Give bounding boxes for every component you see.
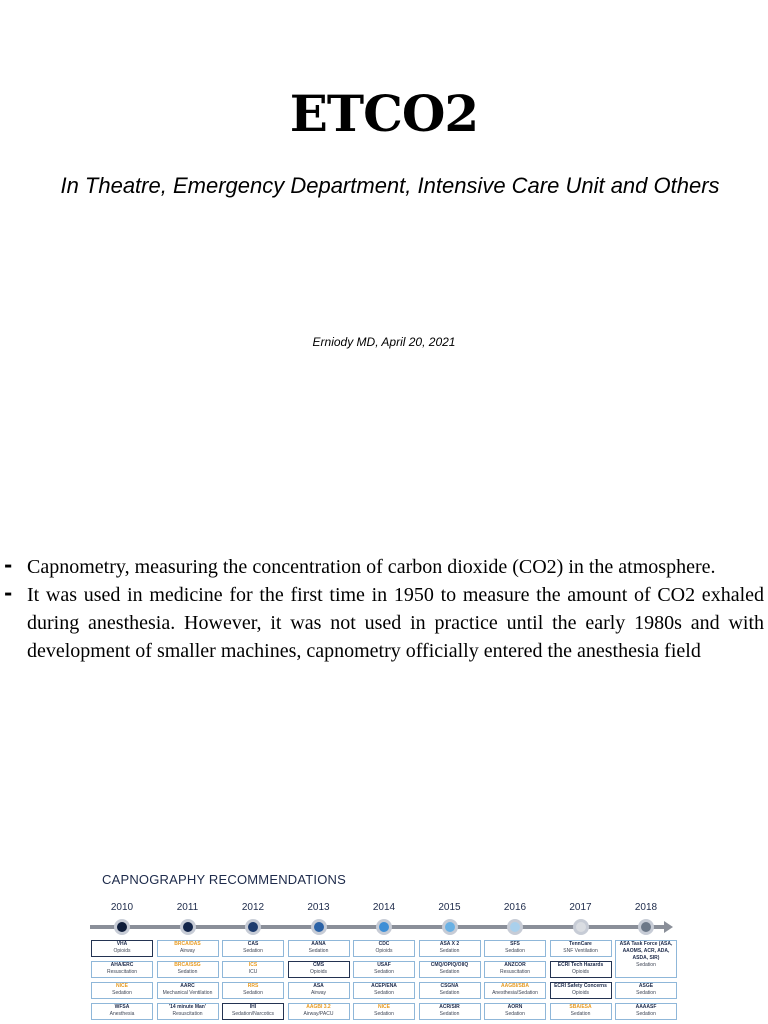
year-marker-dot [507,919,523,935]
year-labels [90,902,678,914]
recommendation-card [484,1003,546,1020]
year-marker-dot [245,919,261,935]
card-organization: AANA [311,941,326,947]
year-marker-dot [180,919,196,935]
card-organization: ASA Task Force (ASA, AAOMS, ACR, ADA, ASDA, SIR) [619,941,673,961]
card-organization: CAS [247,941,259,947]
timeline-axis [90,920,678,934]
recommendation-card [419,961,481,978]
recommendation-card [157,982,219,999]
recommendation-card [353,940,415,957]
card-organization: ICS [248,962,258,968]
recommendation-card [419,982,481,999]
card-organization: WFSA [114,1004,130,1010]
card-organization: NICE [116,983,128,989]
card-organization: AAAASF [635,1004,657,1010]
year-card-column [615,940,677,1024]
author-date-line: Erniody MD, April 20, 2021 [312,335,456,349]
card-organization: SBA/ESA [569,1004,592,1010]
card-topic: Airway [179,948,195,954]
card-topic: Sedation [636,990,656,996]
card-organization: CSGNA [440,983,459,989]
card-organization: ACEP/ENA [371,983,397,989]
recommendation-card [419,1003,481,1020]
card-organization: ECRI Tech Hazards [557,962,604,968]
recommendation-card [222,1003,284,1020]
year-card-column [419,940,481,1024]
recommendation-card [222,940,284,957]
card-organization: AAGBI 3.2 [306,1004,331,1010]
recommendation-card [615,1003,677,1020]
card-organization: IHI [249,1004,257,1010]
year-card-column [222,940,284,1024]
year-label: 2016 [503,902,527,913]
card-organization: RRS [247,983,259,989]
card-topic: Sedation [177,969,198,975]
card-topic: Sedation [439,948,460,954]
card-topic: Sedation [374,1011,394,1017]
year-marker-dot [442,919,458,935]
page-title: ETCO2 [289,84,479,143]
card-topic: Sedation [439,1011,460,1017]
recommendation-card [484,982,546,999]
year-card-column [288,940,350,1024]
recommendation-card [91,1003,153,1020]
card-topic: Sedation/Narcotics [232,1011,274,1017]
card-organization: VHA [116,941,128,947]
bullet-text: It was used in medicine for the first time in 1950 to measure the amount of CO2 exhaled during anesthesia. However, it was not used in practice until the early 1980s and with development of smaller machines, capnometry officially entered the anesthesia field [27,584,764,662]
bullet-item [0,581,768,665]
bullet-item [0,553,768,581]
recommendation-card [550,1003,612,1020]
year-card-column [91,940,153,1024]
card-organization: AARC [180,983,195,989]
recommendation-card [288,961,350,978]
card-topic: Opioids [572,969,589,975]
recommendation-card [615,982,677,999]
recommendation-card [353,1003,415,1020]
card-topic: Mechanical Ventilation [162,990,213,996]
card-organization: '14 minute Man' [168,1004,207,1010]
card-topic: Sedation [505,948,525,954]
card-topic: Sedation [374,990,394,996]
card-organization: CDC [378,941,390,947]
card-organization: ASGE [638,983,654,989]
recommendation-card [419,940,481,957]
recommendation-card [288,982,350,999]
recommendation-card [615,940,677,978]
recommendation-card [91,961,153,978]
recommendation-card [222,961,284,978]
card-topic: Resuscitation [172,1011,203,1017]
year-card-column [550,940,612,1024]
arrow-right-icon [664,921,673,933]
year-card-column [157,940,219,1024]
card-topic: Sedation [505,1011,525,1017]
card-organization: AORN [507,1004,523,1010]
bullet-list [0,553,768,665]
year-label: 2011 [176,902,199,913]
figure-title: CAPNOGRAPHY RECOMMENDATIONS [102,872,347,887]
year-card-column [484,940,546,1024]
recommendation-card [484,961,546,978]
card-topic: Airway/PACU [303,1011,334,1017]
year-label: 2018 [634,902,658,913]
card-organization: BRCA/DAS [174,941,201,947]
card-topic: Sedation [439,969,460,975]
card-topic: Opioids [375,948,393,954]
year-marker-dot [311,919,327,935]
year-label: 2017 [569,902,592,913]
card-topic: SNF Ventilation [563,948,598,954]
recommendation-card [484,940,546,957]
card-organization: SFS [510,941,520,947]
year-label: 2013 [307,902,330,913]
year-label: 2014 [372,902,396,913]
year-marker-dot [114,919,130,935]
card-topic: Sedation [112,990,132,996]
card-organization: CMS [312,962,325,968]
year-card-column [353,940,415,1024]
card-organization: BRCA/SSG [174,962,201,968]
card-topic: Opioids [572,990,589,996]
page-subtitle: In Theatre, Emergency Department, Intensive Care Unit and Others [60,173,720,198]
year-label: 2012 [241,902,265,913]
card-topic: Resuscitation [106,969,137,975]
recommendation-card [288,940,350,957]
card-topic: Sedation [308,948,329,954]
card-topic: Resuscitation [499,969,530,975]
recommendation-card [91,940,153,957]
card-topic: Opioids [113,948,131,954]
recommendation-card [288,1003,350,1020]
card-organization: AAGBI/SBA [500,983,530,989]
card-topic: Sedation [374,969,394,975]
card-topic: Anesthesia/Sedation [492,990,538,996]
year-marker-dot [638,919,654,935]
card-topic: Opioids [310,969,327,975]
year-marker-dot [573,919,589,935]
recommendation-card [91,982,153,999]
card-topic: Sedation [570,1011,591,1017]
card-organization: ACR/SIR [439,1004,460,1010]
bullet-dash: - [4,553,13,577]
recommendation-card [550,961,612,978]
card-topic: Sedation [636,962,656,968]
card-organization: ANZCOR [504,962,526,968]
card-organization: TennCare [569,941,592,947]
card-organization: AHA/ERC [110,962,134,968]
recommendation-card [157,1003,219,1020]
recommendation-card [550,940,612,957]
bullet-text: Capnometry, measuring the concentration of carbon dioxide (CO2) in the atmosphere. [27,556,716,578]
card-topic: Sedation [243,948,263,954]
card-organization: USAF [377,962,391,968]
card-topic: Sedation [636,1011,656,1017]
year-label: 2010 [110,902,134,913]
card-topic: Sedation [439,990,460,996]
card-topic: ICU [248,969,258,975]
card-topic: Sedation [243,990,263,996]
card-organization: NICE [378,1004,390,1010]
card-topic: Anesthesia [109,1011,135,1017]
bullet-dash: - [4,581,13,605]
card-organization: ASA X 2 [439,941,460,947]
card-topic: Airway [310,990,326,996]
recommendation-card [353,961,415,978]
card-organization: ECRI Safety Concerns [554,983,607,989]
recommendation-card [157,940,219,957]
recommendation-card [222,982,284,999]
recommendation-card [353,982,415,999]
recommendation-card [157,961,219,978]
capnography-timeline-figure [90,862,678,1024]
year-label: 2015 [438,902,461,913]
card-organization: ASA [313,983,324,989]
card-organization: CMQ/OPIQ/OIIQ [430,962,469,968]
recommendation-card [550,982,612,999]
year-marker-dot [376,919,392,935]
